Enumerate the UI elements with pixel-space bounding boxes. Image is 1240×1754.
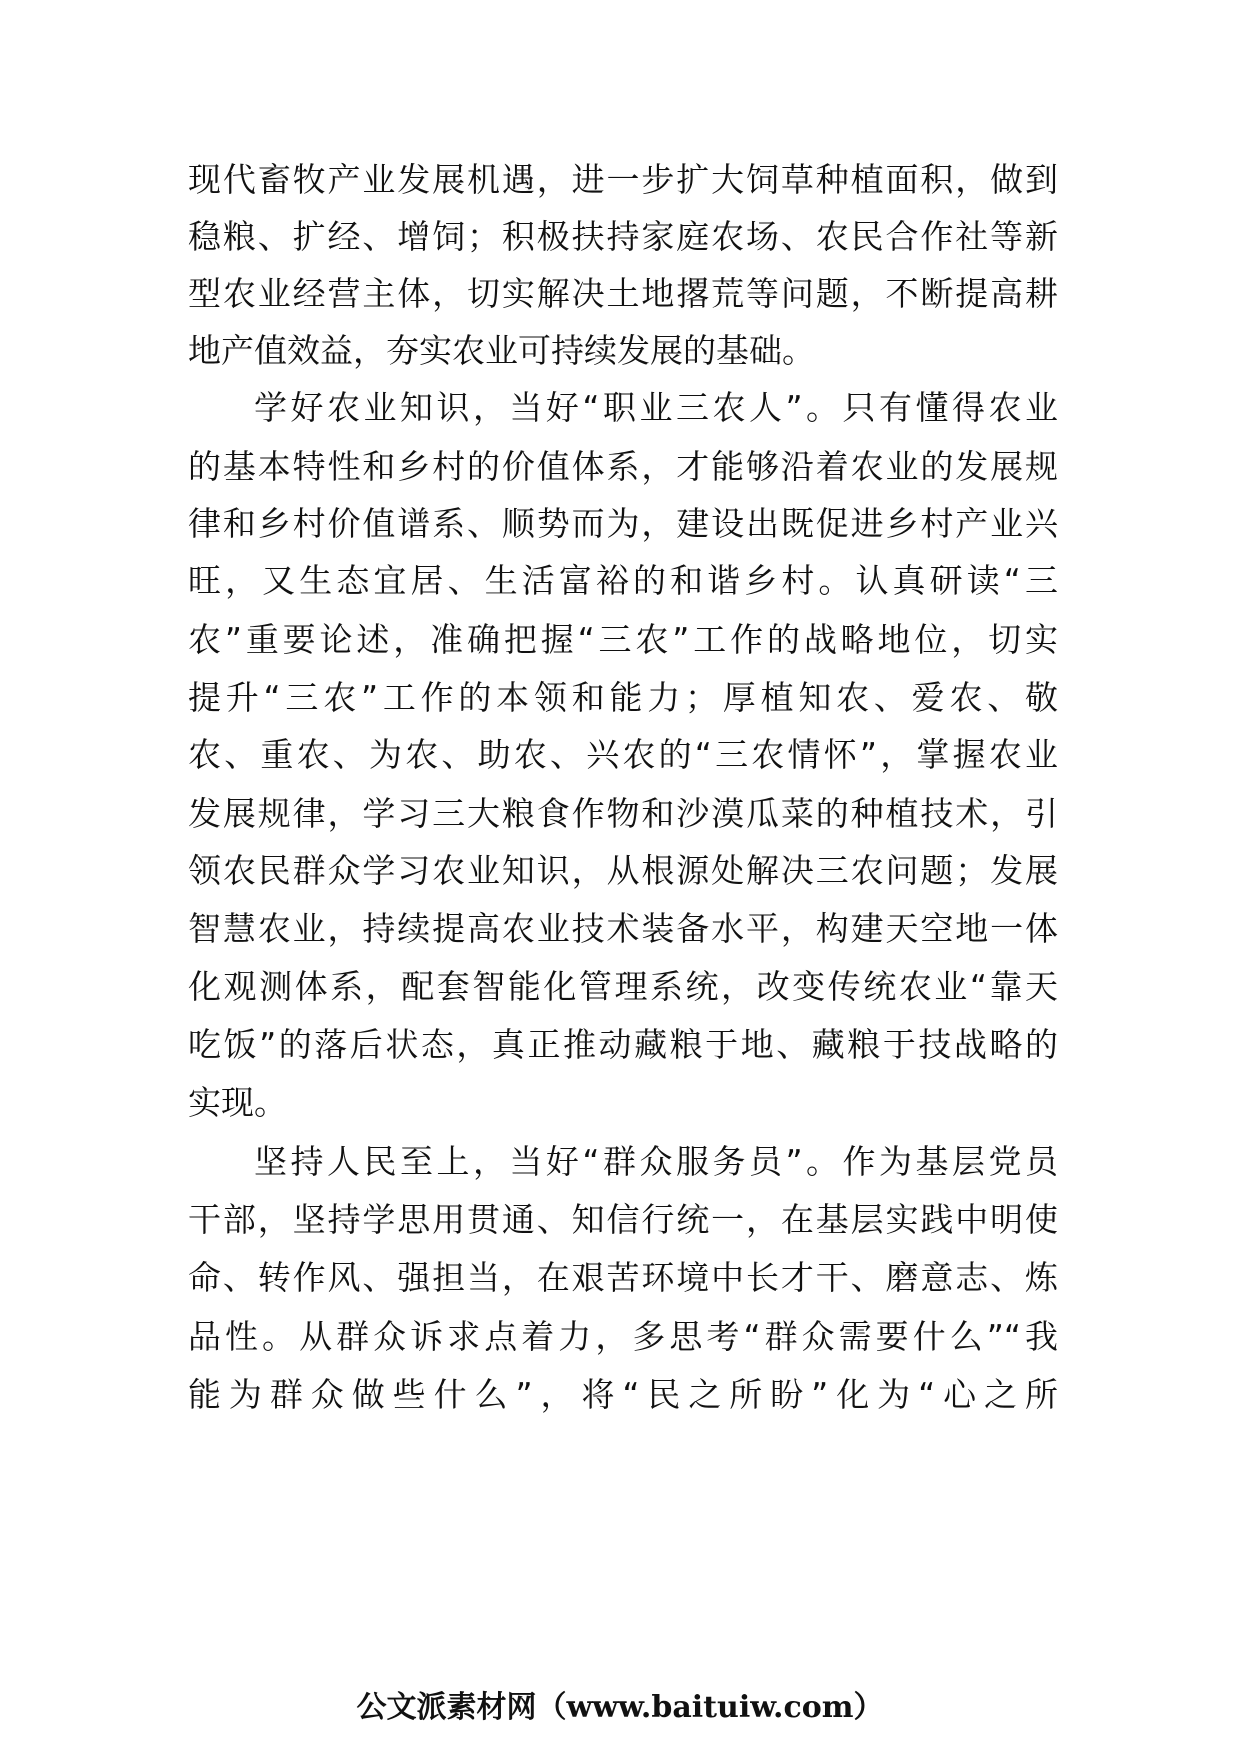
paragraph-heading-line: 坚持人民至上，当好“群众服务员”。作为基层党员	[254, 1142, 1058, 1181]
body-line: 稳粮、扩经、增饲；积极扶持家庭农场、农民合作社等新	[188, 217, 1058, 256]
body-line: 地产值效益，夯实农业可持续发展的基础。	[188, 331, 815, 370]
body-line: 领农民群众学习农业知识，从根源处解决三农问题；发展	[188, 851, 1058, 890]
body-line: 的基本特性和乡村的价值体系，才能够沿着农业的发展规	[188, 447, 1058, 486]
body-line: 干部，坚持学思用贯通、知信行统一，在基层实践中明使	[188, 1200, 1058, 1239]
page-footer: 公文派素材网（www.baituiw.com）	[356, 1690, 884, 1725]
body-line: 智慧农业，持续提高农业技术装备水平，构建天空地一体	[188, 909, 1058, 948]
body-line: 现代畜牧产业发展机遇，进一步扩大饲草种植面积，做到	[188, 160, 1058, 199]
body-line: 提升“三农”工作的本领和能力；厚植知农、爱农、敬	[188, 678, 1058, 717]
body-line: 型农业经营主体，切实解决土地撂荒等问题，不断提高耕	[188, 274, 1058, 313]
paragraph-heading-line: 学好农业知识，当好“职业三农人”。只有懂得农业	[254, 388, 1058, 427]
body-line: 命、转作风、强担当，在艰苦环境中长才干、磨意志、炼	[188, 1258, 1058, 1297]
body-line: 农”重要论述，准确把握“三农”工作的战略地位，切实	[188, 620, 1058, 659]
body-line: 实现。	[188, 1083, 287, 1122]
body-line: 品性。从群众诉求点着力，多思考“群众需要什么”“我	[188, 1317, 1058, 1356]
body-line: 农、重农、为农、助农、兴农的“三农情怀”，掌握农业	[188, 735, 1058, 774]
body-line: 吃饭”的落后状态，真正推动藏粮于地、藏粮于技战略的	[188, 1025, 1058, 1064]
body-line: 能为群众做些什么”，将“民之所盼”化为“心之所	[188, 1375, 1058, 1414]
body-line: 发展规律，学习三大粮食作物和沙漠瓜菜的种植技术，引	[188, 794, 1058, 833]
body-line: 律和乡村价值谱系、顺势而为，建设出既促进乡村产业兴	[188, 504, 1058, 543]
body-line: 化观测体系，配套智能化管理系统，改变传统农业“靠天	[188, 967, 1058, 1006]
body-line: 旺，又生态宜居、生活富裕的和谐乡村。认真研读“三	[188, 561, 1058, 600]
